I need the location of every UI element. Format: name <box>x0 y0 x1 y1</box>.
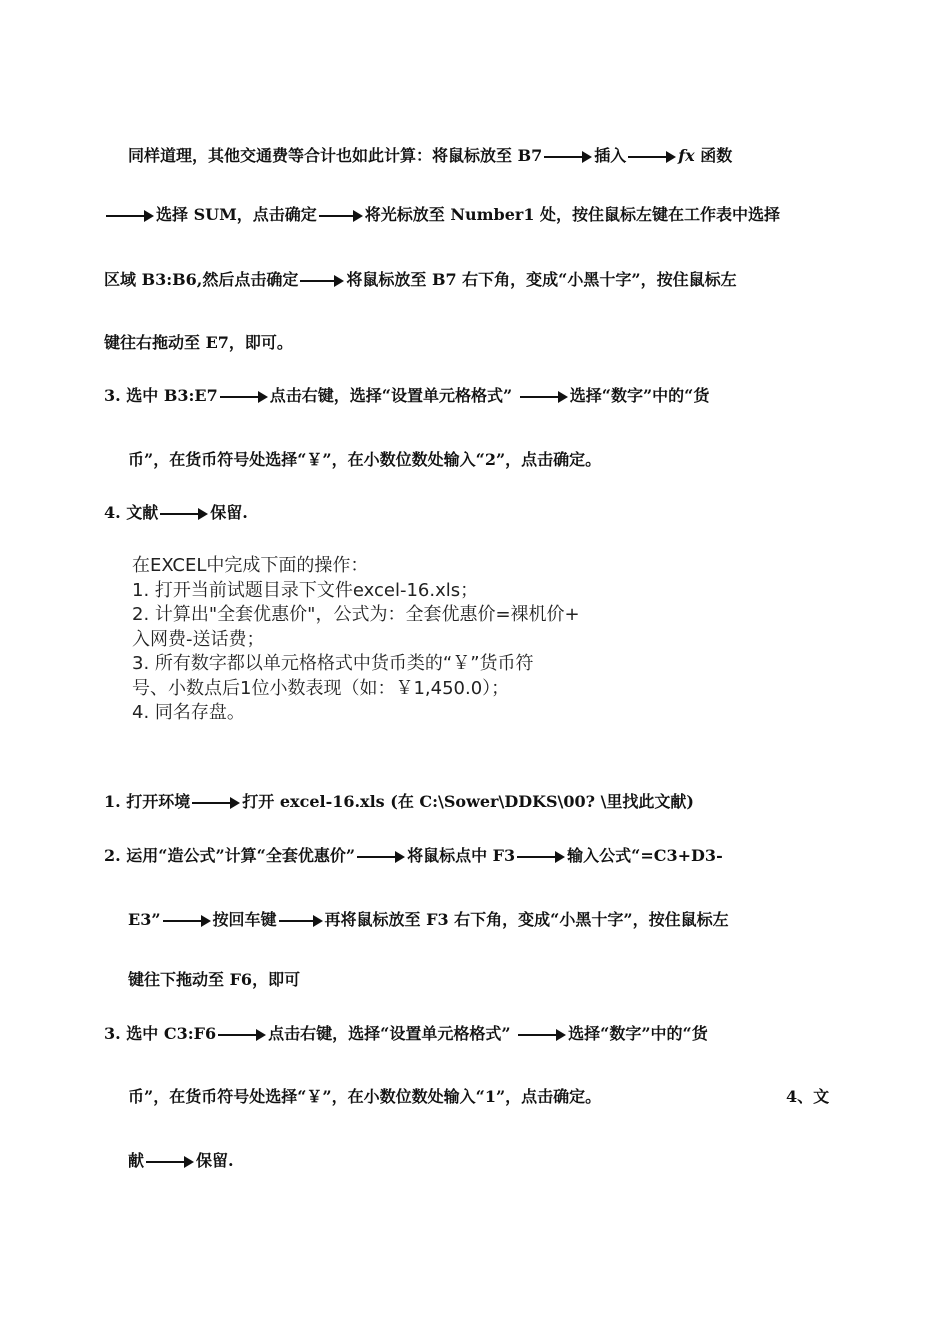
task-line: 1. 打开当前试题目录下文件excel-16.xls； <box>132 579 479 601</box>
paragraph-line <box>128 146 732 166</box>
task-instructions <box>132 554 580 726</box>
task-line: 在EXCEL中完成下面的操作： <box>132 555 369 576</box>
task-line: 3. 所有数字都以单元格格式中货币类的“￥”货币符 <box>132 653 534 674</box>
text-segment: 2. 运用“造公式”计算“全套优惠价” <box>104 846 356 865</box>
step-2-continuation <box>128 910 729 930</box>
text-segment: 3. 选中 C3:F6 <box>104 1024 217 1043</box>
step-1-line <box>104 792 694 812</box>
arrow-right-icon <box>357 851 405 863</box>
text-segment: E3” <box>128 910 161 929</box>
text-segment: 选择 SUM，点击确定 <box>156 205 317 224</box>
text-segment: 点击右键，选择“设置单元格格式” <box>268 1024 517 1043</box>
arrow-right-icon <box>192 797 240 809</box>
text-segment: 选择“数字”中的“货 <box>569 386 710 405</box>
step-4-line <box>104 503 248 523</box>
arrow-right-icon <box>220 391 268 403</box>
task-line: 入网费-送话费； <box>132 628 265 650</box>
arrow-right-icon <box>279 915 323 927</box>
task-line: 号、小数点后1位小数表现（如：￥1,450.0）； <box>132 677 510 699</box>
text-segment: 献 <box>128 1151 145 1170</box>
arrow-right-icon <box>518 1029 566 1041</box>
text-segment: 保留. <box>196 1151 234 1170</box>
arrow-right-icon <box>520 391 568 403</box>
text-segment: 4、文 <box>786 1087 830 1106</box>
paragraph-line <box>104 205 780 225</box>
text-segment: 再将鼠标放至 F3 右下角，变成“小黑十字”，按住鼠标左 <box>324 910 729 929</box>
step-3-line <box>104 386 709 406</box>
text-segment: 键往下拖动至 F6，即可 <box>128 970 301 989</box>
task-line: 4. 同名存盘。 <box>132 702 245 723</box>
step-3-continuation <box>128 1087 601 1107</box>
text-segment: 3. 选中 B3:E7 <box>104 386 218 405</box>
step-3-continuation <box>128 450 601 470</box>
text-segment: 键往右拖动至 E7，即可。 <box>104 333 293 352</box>
step-2-continuation <box>128 970 300 990</box>
step-3-line <box>104 1024 708 1044</box>
text-segment: 币”，在货币符号处选择“￥”，在小数位数处输入“1”，点击确定。 <box>128 1087 602 1106</box>
paragraph-line <box>104 270 737 290</box>
task-line: 2. 计算出"全套优惠价"，公式为：全套优惠价=裸机价+ <box>132 604 580 625</box>
step-4-continuation <box>128 1151 234 1171</box>
arrow-right-icon <box>544 151 592 163</box>
fx-symbol: fx <box>678 146 695 165</box>
text-segment: 按回车键 <box>212 910 277 929</box>
arrow-right-icon <box>163 915 211 927</box>
step-2-line <box>104 846 723 866</box>
text-segment: 打开 excel-16.xls (在 C:\Sower\DDKS\00? \里找此文献) <box>242 792 695 811</box>
text-segment: 同样道理，其他交通费等合计也如此计算：将鼠标放至 B7 <box>128 146 543 165</box>
text-segment: 1. 打开环境 <box>104 792 191 811</box>
text-segment: 保留. <box>210 503 248 522</box>
text-segment: 点击右键，选择“设置单元格格式” <box>269 386 518 405</box>
arrow-right-icon <box>319 210 363 222</box>
arrow-right-icon <box>218 1029 266 1041</box>
text-segment: 将光标放至 Number1 处，按住鼠标左键在工作表中选择 <box>364 205 781 224</box>
arrow-right-icon <box>300 275 344 287</box>
text-segment: 输入公式“=C3+D3- <box>567 846 723 865</box>
text-segment: 将鼠标点中 F3 <box>407 846 516 865</box>
step-4-label <box>786 1087 829 1107</box>
arrow-right-icon <box>160 508 208 520</box>
arrow-right-icon <box>106 210 154 222</box>
text-segment: 函数 <box>694 146 733 165</box>
paragraph-line <box>104 333 293 353</box>
text-segment: 4. 文献 <box>104 503 159 522</box>
text-segment: 币”，在货币符号处选择“￥”，在小数位数处输入“2”，点击确定。 <box>128 450 602 469</box>
text-segment: 区域 B3:B6,然后点击确定 <box>104 270 299 289</box>
text-segment: 选择“数字”中的“货 <box>568 1024 708 1043</box>
arrow-right-icon <box>628 151 676 163</box>
arrow-right-icon <box>146 1156 194 1168</box>
text-segment: 插入 <box>594 146 627 165</box>
text-segment: 将鼠标放至 B7 右下角，变成“小黑十字”，按住鼠标左 <box>346 270 737 289</box>
arrow-right-icon <box>517 851 565 863</box>
